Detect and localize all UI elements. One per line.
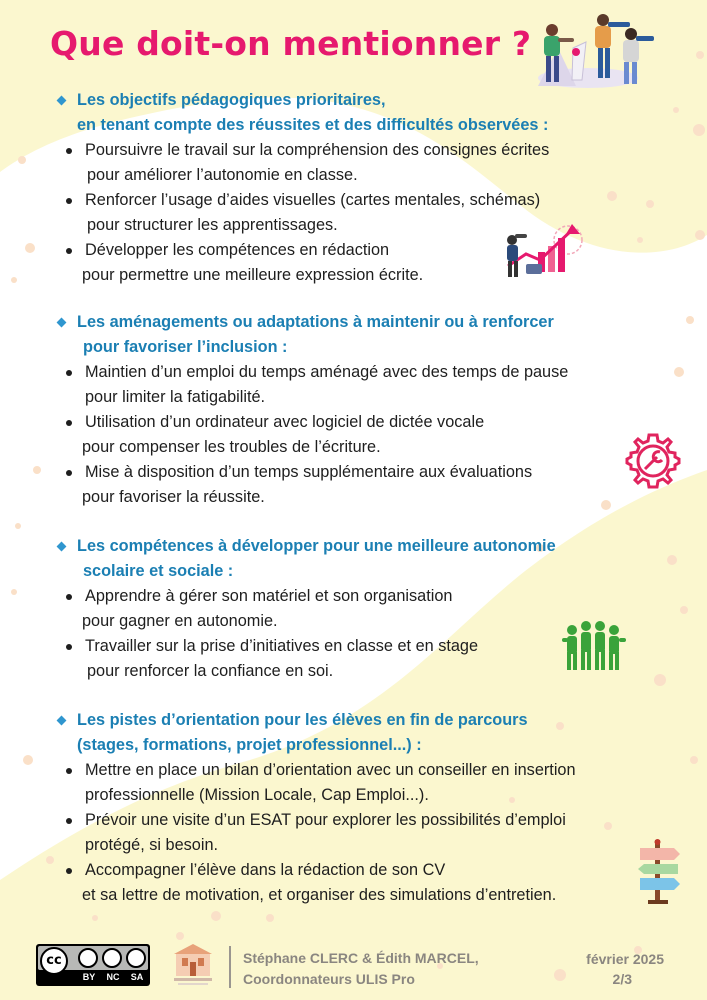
noncommercial-icon	[102, 948, 122, 968]
heading-line-1: Les compétences à développer pour une meilleure autonomie	[77, 537, 556, 555]
bullet-icon	[66, 370, 72, 376]
item-line-2: pour gagner en autonomie.	[82, 612, 278, 630]
item-line-2: pour favoriser la réussite.	[82, 488, 265, 506]
item-line-2: protégé, si besoin.	[85, 836, 219, 854]
section-heading	[58, 310, 658, 360]
group-people-icon	[562, 618, 626, 672]
bullet-icon	[66, 248, 72, 254]
license-label-nc: NC	[106, 972, 120, 982]
item-line-1: Apprendre à gérer son matériel et son organisation	[85, 587, 453, 605]
diamond-bullet-icon	[57, 716, 67, 726]
footer-divider	[229, 946, 231, 988]
list-item	[58, 410, 658, 460]
license-label-by: BY	[82, 972, 96, 982]
item-line-1: Mettre en place un bilan d’orientation avec un conseiller en insertion	[85, 761, 576, 779]
heading-line-1: Les objectifs pédagogiques prioritaires,	[77, 91, 386, 109]
explorers-illustration	[528, 8, 663, 90]
bullet-icon	[66, 420, 72, 426]
bullet-icon	[66, 818, 72, 824]
item-line-1: Travailler sur la prise d’initiatives en classe et en stage	[85, 637, 479, 655]
heading-line-2: en tenant compte des réussites et des difficultés observées :	[77, 116, 549, 134]
section-heading	[58, 88, 658, 138]
item-line-1: Renforcer l’usage d’aides visuelles (cartes mentales, schémas)	[85, 191, 541, 209]
heading-line-1: Les pistes d’orientation pour les élèves en fin de parcours	[77, 711, 528, 729]
bullet-icon	[66, 148, 72, 154]
list-item	[58, 360, 658, 410]
bullet-icon	[66, 868, 72, 874]
item-line-1: Maintien d’un emploi du temps aménagé avec des temps de pause	[85, 363, 569, 381]
sharealike-icon	[126, 948, 146, 968]
list-item	[58, 758, 658, 808]
section-accommodations	[58, 310, 658, 510]
gear-wrench-icon	[624, 432, 682, 490]
cc-logo-icon: cc	[40, 947, 68, 975]
list-item	[58, 460, 658, 510]
bullet-icon	[66, 644, 72, 650]
bullet-icon	[66, 198, 72, 204]
heading-line-2: (stages, formations, projet professionnel...) :	[77, 736, 422, 754]
bullet-icon	[66, 768, 72, 774]
section-heading	[58, 708, 658, 758]
item-line-2: pour renforcer la confiance en soi.	[87, 662, 334, 680]
item-line-2: pour améliorer l’autonomie en classe.	[87, 166, 358, 184]
diamond-bullet-icon	[57, 318, 67, 328]
item-line-1: Accompagner l’élève dans la rédaction de son CV	[85, 861, 446, 879]
bullet-icon	[66, 470, 72, 476]
date: février 2025	[586, 951, 664, 967]
list-item	[58, 858, 658, 908]
item-line-1: Poursuivre le travail sur la compréhension des consignes écrites	[85, 141, 550, 159]
item-line-1: Prévoir une visite d’un ESAT pour explorer les possibilités d’emploi	[85, 811, 566, 829]
section-orientation	[58, 708, 658, 908]
school-logo	[170, 940, 216, 988]
item-line-1: Développer les compétences en rédaction	[85, 241, 390, 259]
heading-line-2: scolaire et sociale :	[83, 562, 234, 580]
license-label-sa: SA	[130, 972, 144, 982]
page-title: Que doit-on mentionner ?	[50, 24, 532, 63]
item-line-2: pour structurer les apprentissages.	[87, 216, 338, 234]
signpost-icon	[636, 838, 682, 906]
item-line-2: pour permettre une meilleure expression écrite.	[82, 266, 424, 284]
authors: Stéphane CLERC & Édith MARCEL,	[243, 950, 479, 966]
item-line-1: Mise à disposition d’un temps supplémentaire aux évaluations	[85, 463, 533, 481]
page-number: 2/3	[612, 971, 632, 987]
creative-commons-badge	[36, 944, 150, 986]
item-line-2: professionnelle (Mission Locale, Cap Emploi...).	[85, 786, 429, 804]
item-line-2: pour limiter la fatigabilité.	[85, 388, 266, 406]
list-item	[58, 808, 658, 858]
heading-line-1: Les aménagements ou adaptations à maintenir ou à renforcer	[77, 313, 554, 331]
section-heading	[58, 534, 658, 584]
heading-line-2: pour favoriser l’inclusion :	[83, 338, 288, 356]
authors-role: Coordonnateurs ULIS Pro	[243, 971, 415, 987]
diamond-bullet-icon	[57, 96, 67, 106]
diamond-bullet-icon	[57, 542, 67, 552]
bullet-icon	[66, 594, 72, 600]
list-item	[58, 138, 658, 188]
attribution-icon	[78, 948, 98, 968]
item-line-2: et sa lettre de motivation, et organiser des simulations d’entretien.	[82, 886, 557, 904]
growth-chart-illustration	[500, 222, 588, 280]
item-line-2: pour compenser les troubles de l’écriture.	[82, 438, 381, 456]
item-line-1: Utilisation d’un ordinateur avec logiciel de dictée vocale	[85, 413, 485, 431]
